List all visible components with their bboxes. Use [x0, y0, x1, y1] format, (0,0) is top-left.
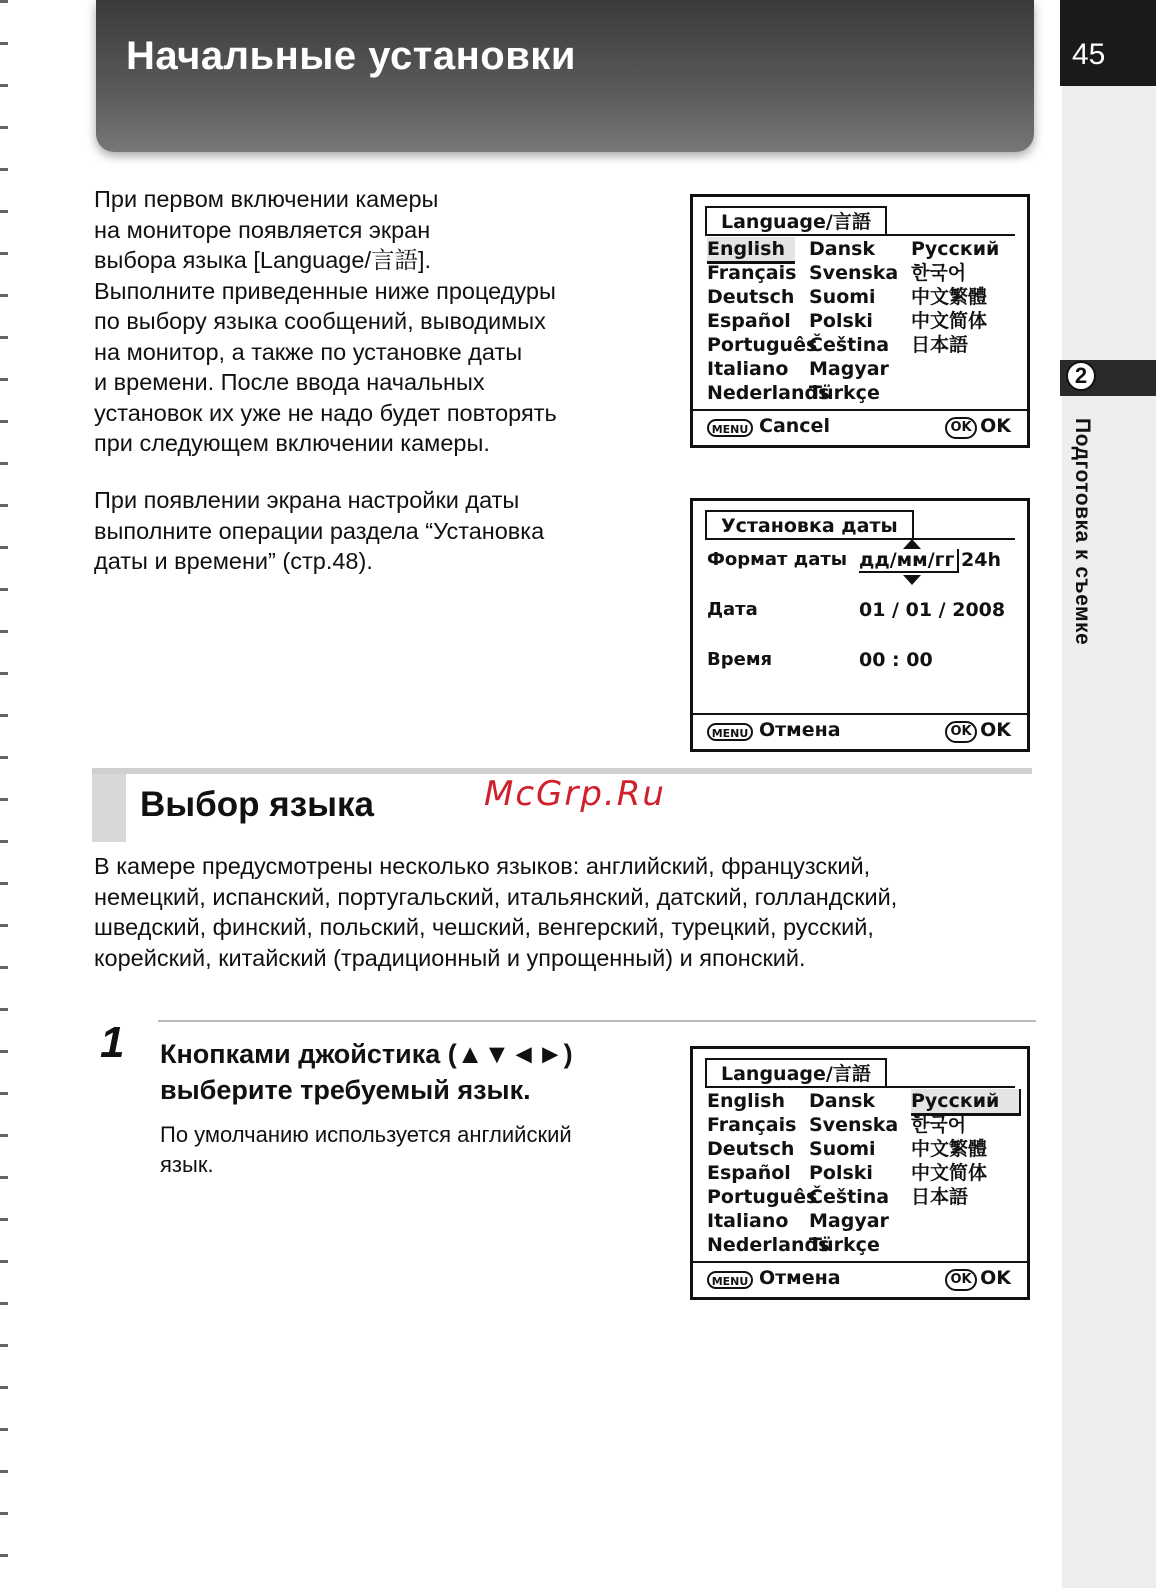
language-option[interactable]: 日本語 — [911, 334, 969, 356]
intro-line: выбора языка [Language/言語]. — [94, 247, 432, 273]
language-option[interactable]: 中文繁體 — [911, 1138, 988, 1160]
intro-line: При первом включении камеры — [94, 186, 439, 212]
language-option[interactable]: Suomi — [809, 1138, 876, 1160]
language-option[interactable]: Suomi — [809, 286, 876, 308]
language-option[interactable]: Português — [707, 334, 818, 356]
section-paragraph — [94, 851, 897, 973]
time-value[interactable]: 00 : 00 — [859, 649, 933, 671]
chapter-title: Подготовка к съемке — [1071, 418, 1094, 646]
date-note-line: даты и времени” (стр.48). — [94, 548, 373, 574]
language-option[interactable]: Deutsch — [707, 1138, 795, 1160]
ok-button-icon[interactable]: OK — [945, 721, 977, 743]
date-note-paragraph — [94, 485, 544, 577]
language-option[interactable]: Čeština — [809, 334, 890, 356]
ok-button-icon[interactable]: OK — [945, 1269, 977, 1291]
cancel-label: Cancel — [759, 415, 830, 437]
date-setup-screen — [690, 498, 1030, 752]
language-option[interactable]: English — [707, 1090, 785, 1112]
language-option[interactable]: 中文繁體 — [911, 286, 988, 308]
date-note-line: выполните операции раздела “Установка — [94, 517, 545, 544]
language-option[interactable]: Dansk — [809, 1090, 876, 1112]
page-number: 45 — [1072, 38, 1106, 71]
menu-button-icon[interactable]: MENU — [707, 1271, 753, 1289]
ok-label: OK — [980, 415, 1011, 437]
chapter-side-strip — [1062, 86, 1156, 1588]
binding-edge — [0, 0, 8, 1588]
language-option[interactable]: Dansk — [809, 238, 876, 260]
intro-line: по выбору языка сообщений, выводимых — [94, 308, 546, 334]
language-option[interactable]: Русский — [911, 1089, 1021, 1116]
page-number-tab — [1060, 0, 1156, 86]
arrow-up-icon — [903, 539, 921, 549]
date-value[interactable]: 01 / 01 / 2008 — [859, 599, 1006, 621]
screen-footer — [693, 713, 1027, 749]
section-line: шведский, финский, польский, чешский, венгерский, турецкий, русский, — [94, 914, 874, 940]
step-body — [160, 1120, 572, 1180]
language-option[interactable]: Español — [707, 1162, 791, 1184]
hour-format-value[interactable]: 24h — [961, 549, 1001, 571]
screen-tab: Language/言語 — [705, 1058, 887, 1088]
language-screen-1 — [690, 194, 1030, 448]
language-option[interactable]: Italiano — [707, 358, 789, 380]
chapter-number-badge: 2 — [1066, 361, 1096, 391]
language-option[interactable]: Русский — [911, 238, 1000, 260]
menu-button-icon[interactable]: MENU — [707, 419, 753, 437]
intro-line: Выполните приведенные ниже процедуры — [94, 277, 556, 304]
intro-line: на монитор, а также по установке даты — [94, 338, 523, 365]
date-label: Дата — [707, 599, 758, 620]
step-heading — [160, 1036, 573, 1108]
language-option[interactable]: Magyar — [809, 358, 889, 380]
language-option[interactable]: Svenska — [809, 262, 899, 284]
language-option[interactable]: 한국어 — [911, 262, 967, 284]
date-format-label: Формат даты — [707, 549, 848, 570]
section-title: Выбор языка — [140, 785, 374, 824]
time-label: Время — [707, 649, 773, 670]
ok-label: OK — [980, 719, 1011, 741]
ok-label: OK — [980, 1267, 1011, 1289]
step-heading-line: выберите требуемый язык. — [160, 1075, 531, 1105]
intro-paragraph — [94, 184, 557, 459]
language-option[interactable]: 日本語 — [911, 1186, 969, 1208]
arrow-down-icon — [903, 575, 921, 585]
language-option[interactable]: 中文简体 — [911, 310, 988, 332]
language-option[interactable]: 한국어 — [911, 1114, 967, 1136]
intro-line: на мониторе появляется экран — [94, 216, 431, 243]
language-option[interactable]: Türkçe — [809, 382, 880, 404]
language-option[interactable]: Türkçe — [809, 1234, 880, 1256]
language-screen-2 — [690, 1046, 1030, 1300]
language-option[interactable]: Español — [707, 310, 791, 332]
intro-line: установок их уже не надо будет повторять — [94, 399, 557, 426]
step-divider — [158, 1020, 1036, 1022]
language-option[interactable]: Čeština — [809, 1186, 890, 1208]
intro-line: и времени. После ввода начальных — [94, 369, 485, 395]
menu-button-icon[interactable]: MENU — [707, 723, 753, 741]
language-option[interactable]: Nederlands — [707, 1234, 830, 1256]
step-number: 1 — [100, 1018, 125, 1067]
page-title: Начальные установки — [126, 34, 576, 78]
screen-footer — [693, 1261, 1027, 1297]
step-body-line: язык. — [160, 1152, 214, 1177]
language-option[interactable]: Polski — [809, 310, 873, 332]
language-option[interactable]: 中文简体 — [911, 1162, 988, 1184]
section-line: корейский, китайский (традиционный и упрощенный) и японский. — [94, 944, 806, 971]
language-option[interactable]: Polski — [809, 1162, 873, 1184]
step-heading-line: Кнопками джойстика (▲▼◄►) — [160, 1039, 573, 1069]
screen-tab: Установка даты — [705, 510, 914, 540]
tab-divider — [705, 1086, 1015, 1088]
date-format-value[interactable]: дд/мм/гг — [859, 549, 959, 573]
intro-line: при следующем включении камеры. — [94, 430, 490, 456]
screen-tab: Language/言語 — [705, 206, 887, 236]
ok-button-icon[interactable]: OK — [945, 417, 977, 439]
section-line: В камере предусмотрены несколько языков: английский, французский, — [94, 853, 871, 879]
tab-divider — [705, 234, 1015, 236]
date-note-line: При появлении экрана настройки даты — [94, 487, 520, 513]
header-banner — [96, 0, 1034, 152]
screen-footer — [693, 409, 1027, 445]
tab-divider — [705, 538, 1015, 540]
section-line: немецкий, испанский, португальский, итальянский, датский, голландский, — [94, 883, 898, 910]
language-option[interactable]: Italiano — [707, 1210, 789, 1232]
step-body-line: По умолчанию используется английский — [160, 1122, 572, 1147]
cancel-label: Отмена — [759, 1267, 841, 1289]
watermark: McGrp.Ru — [484, 774, 666, 814]
language-option[interactable]: Português — [707, 1186, 818, 1208]
language-option[interactable]: Magyar — [809, 1210, 889, 1232]
language-option[interactable]: Deutsch — [707, 286, 795, 308]
cancel-label: Отмена — [759, 719, 841, 741]
language-option[interactable]: Nederlands — [707, 382, 830, 404]
language-option[interactable]: Français — [707, 1114, 797, 1136]
language-option[interactable]: Svenska — [809, 1114, 899, 1136]
language-option[interactable]: Français — [707, 262, 797, 284]
language-option[interactable]: English — [707, 237, 795, 264]
